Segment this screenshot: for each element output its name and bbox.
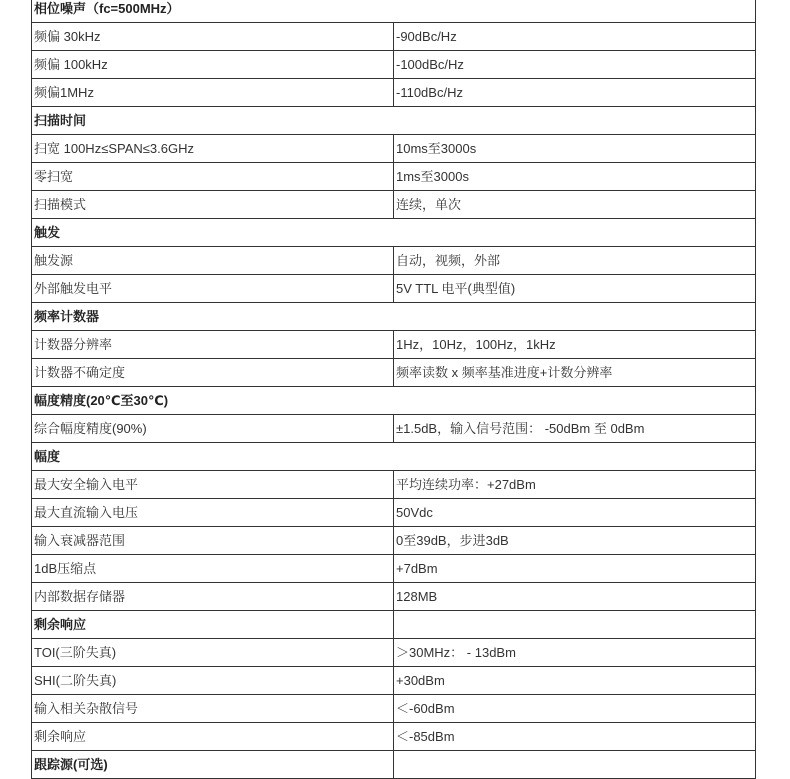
- spec-value: +7dBm: [394, 555, 756, 583]
- spec-label: 外部触发电平: [32, 275, 394, 303]
- spec-value: ＞30MHz： - 13dBm: [394, 639, 756, 667]
- table-row: [32, 163, 756, 191]
- section-title: 幅度: [32, 443, 756, 471]
- spec-label: 输入衰减器范围: [32, 527, 394, 555]
- spec-label: 剩余响应: [32, 723, 394, 751]
- spec-label: 计数器不确定度: [32, 359, 394, 387]
- spec-value: 0至39dB，步进3dB: [394, 527, 756, 555]
- section-title: 剩余响应: [32, 611, 394, 639]
- section-header-row: [32, 751, 756, 779]
- spec-value: ＜-85dBm: [394, 723, 756, 751]
- table-row: [32, 359, 756, 387]
- spec-label: 扫宽 100Hz≤SPAN≤3.6GHz: [32, 135, 394, 163]
- table-row: [32, 527, 756, 555]
- section-header-row: [32, 387, 756, 415]
- spec-label: 频偏 100kHz: [32, 51, 394, 79]
- section-header-row: [32, 303, 756, 331]
- spec-value: 平均连续功率：+27dBm: [394, 471, 756, 499]
- spec-label: 最大直流输入电压: [32, 499, 394, 527]
- spec-value: +30dBm: [394, 667, 756, 695]
- table-row: [32, 135, 756, 163]
- table-row: [32, 79, 756, 107]
- section-title: 触发: [32, 219, 756, 247]
- section-header-row: [32, 219, 756, 247]
- spec-table: [31, 0, 756, 779]
- spec-value: -110dBc/Hz: [394, 79, 756, 107]
- table-row: [32, 23, 756, 51]
- table-row: [32, 667, 756, 695]
- table-row: [32, 723, 756, 751]
- spec-value: ＜-60dBm: [394, 695, 756, 723]
- spec-label: 输入相关杂散信号: [32, 695, 394, 723]
- spec-value: 1ms至3000s: [394, 163, 756, 191]
- section-title: 扫描时间: [32, 107, 756, 135]
- spec-value: 1Hz，10Hz，100Hz，1kHz: [394, 331, 756, 359]
- spec-label: 综合幅度精度(90%): [32, 415, 394, 443]
- section-header-row: [32, 0, 756, 23]
- spec-value: 10ms至3000s: [394, 135, 756, 163]
- spec-label: 触发源: [32, 247, 394, 275]
- spec-label: 计数器分辨率: [32, 331, 394, 359]
- spec-value: 128MB: [394, 583, 756, 611]
- section-empty-cell: [394, 611, 756, 639]
- table-row: [32, 499, 756, 527]
- table-row: [32, 415, 756, 443]
- spec-label: SHI(二阶失真): [32, 667, 394, 695]
- spec-value: -100dBc/Hz: [394, 51, 756, 79]
- spec-value: -90dBc/Hz: [394, 23, 756, 51]
- section-title: 跟踪源(可选): [32, 751, 394, 779]
- spec-value: 连续，单次: [394, 191, 756, 219]
- spec-label: TOI(三阶失真): [32, 639, 394, 667]
- spec-value: ±1.5dB，输入信号范围： -50dBm 至 0dBm: [394, 415, 756, 443]
- spec-label: 内部数据存储器: [32, 583, 394, 611]
- spec-label: 1dB压缩点: [32, 555, 394, 583]
- table-row: [32, 471, 756, 499]
- table-row: [32, 555, 756, 583]
- spec-label: 零扫宽: [32, 163, 394, 191]
- spec-value: 频率读数 x 频率基准进度+计数分辨率: [394, 359, 756, 387]
- table-row: [32, 191, 756, 219]
- table-row: [32, 275, 756, 303]
- section-header-row: [32, 611, 756, 639]
- section-header-row: [32, 107, 756, 135]
- section-title: 频率计数器: [32, 303, 756, 331]
- table-row: [32, 639, 756, 667]
- spec-value: 5V TTL 电平(典型值): [394, 275, 756, 303]
- spec-table-body: [32, 0, 756, 779]
- spec-label: 频偏1MHz: [32, 79, 394, 107]
- spec-label: 频偏 30kHz: [32, 23, 394, 51]
- spec-label: 扫描模式: [32, 191, 394, 219]
- spec-value: 自动，视频，外部: [394, 247, 756, 275]
- section-header-row: [32, 443, 756, 471]
- table-row: [32, 583, 756, 611]
- table-row: [32, 51, 756, 79]
- section-title: 相位噪声（fc=500MHz）: [32, 0, 756, 23]
- section-empty-cell: [394, 751, 756, 779]
- table-row: [32, 247, 756, 275]
- spec-label: 最大安全输入电平: [32, 471, 394, 499]
- spec-value: 50Vdc: [394, 499, 756, 527]
- section-title: 幅度精度(20℃至30℃): [32, 387, 756, 415]
- table-row: [32, 695, 756, 723]
- table-row: [32, 331, 756, 359]
